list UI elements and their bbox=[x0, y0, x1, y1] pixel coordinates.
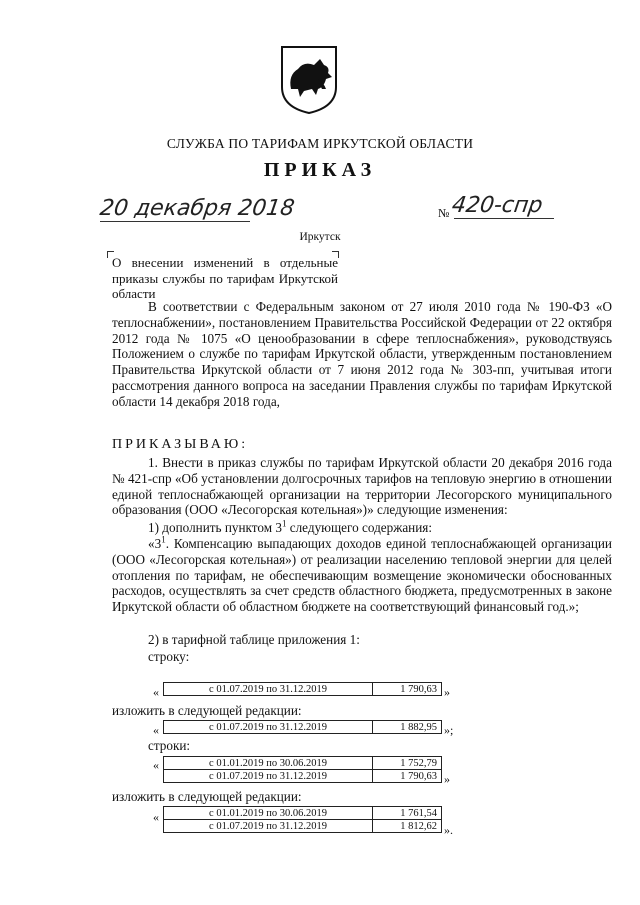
lines-label: строки: bbox=[148, 738, 191, 753]
value-cell: 1 790,63 bbox=[373, 683, 442, 696]
number-label: № bbox=[438, 206, 450, 220]
date-underline bbox=[100, 221, 250, 222]
table-row bbox=[164, 683, 442, 696]
item-1-paragraph: 1. Внести в приказ службы по тарифам Иркутской области 20 декабря 2016 года № 421-спр «Об установлении долгосрочных тарифов на тепловую энергию в отношении единой теплоснабжающей организации на территории Лесогорского муниципального образования (ООО «Лесогорская котельная»)» следующие изменения: bbox=[112, 455, 612, 518]
table-row bbox=[164, 820, 442, 833]
city-name: Иркутск bbox=[299, 231, 341, 243]
preamble-paragraph: В соответствии с Федеральным законом от 27 июля 2010 года № 190-ФЗ «О теплоснабжении», постановлением Правительства Российской Федерации от 22 октября 2012 года № 1075 «О ценообразовании в сфере теплоснабжения», руководствуясь Положением о службе по тарифам Иркутской области, утвержденным постановлением Правительства Иркутской области от 7 июня 2012 года № 303-пп, учитывая итоги рассмотрения данного вопроса на заседании Правления службы по тарифам Иркутской области 14 декабря 2018 года, bbox=[112, 299, 612, 409]
tariff-table-2 bbox=[163, 720, 442, 734]
tariff-table-3 bbox=[163, 756, 442, 783]
agency-name: СЛУЖБА ПО ТАРИФАМ ИРКУТСКОЙ ОБЛАСТИ bbox=[166, 136, 474, 151]
open-quote: « bbox=[153, 685, 159, 699]
table-row bbox=[164, 721, 442, 734]
order-word: ПРИКАЗЫВАЮ: bbox=[112, 437, 249, 452]
close-period: ». bbox=[444, 823, 453, 837]
open-quote: « bbox=[153, 758, 159, 772]
close-semicolon: »; bbox=[444, 723, 454, 737]
handwritten-date: 20 декабря 2018 bbox=[98, 196, 297, 221]
value-cell: 1 790,63 bbox=[373, 770, 442, 783]
tariff-table-4 bbox=[163, 806, 442, 833]
line-label: строку: bbox=[148, 649, 190, 664]
value-cell: 1 812,62 bbox=[373, 820, 442, 833]
handwritten-number: 420-спр bbox=[450, 193, 545, 218]
table-row bbox=[164, 807, 442, 820]
open-quote: « bbox=[153, 810, 159, 824]
number-underline bbox=[454, 218, 554, 219]
close-quote: » bbox=[444, 772, 450, 786]
table-row bbox=[164, 757, 442, 770]
item-1-2-paragraph: 2) в тарифной таблице приложения 1: bbox=[148, 632, 360, 647]
value-cell: 1 752,79 bbox=[373, 757, 442, 770]
replace-label-1: изложить в следующей редакции: bbox=[112, 703, 302, 718]
period-cell: с 01.01.2019 по 30.06.2019 bbox=[164, 757, 373, 770]
period-cell: с 01.07.2019 по 31.12.2019 bbox=[164, 770, 373, 783]
period-cell: с 01.07.2019 по 31.12.2019 bbox=[164, 820, 373, 833]
tariff-table-1 bbox=[163, 682, 442, 696]
item-1-1-text: «$3^1$. Компенсацию выпадающих доходов единой теплоснабжающей организации (ООО «Лесогорская котельная») от реализации населению тепловой энергии для целей отопления по тарифам, не обеспечивающим возмещение экономически обоснованных расходов, осуществлять за счет средств областного бюджета, предусмотренных в законе Иркутской области об областном бюджете на соответствующий финансовый год.»; bbox=[112, 534, 612, 615]
period-cell: с 01.07.2019 по 31.12.2019 bbox=[164, 683, 373, 696]
open-quote: « bbox=[153, 723, 159, 737]
value-cell: 1 761,54 bbox=[373, 807, 442, 820]
coat-of-arms-icon bbox=[278, 45, 340, 115]
period-cell: с 01.01.2019 по 30.06.2019 bbox=[164, 807, 373, 820]
table-row bbox=[164, 770, 442, 783]
close-quote: » bbox=[444, 685, 450, 699]
value-cell: 1 882,95 bbox=[373, 721, 442, 734]
replace-label-2: изложить в следующей редакции: bbox=[112, 789, 302, 804]
period-cell: с 01.07.2019 по 31.12.2019 bbox=[164, 721, 373, 734]
item-1-1-paragraph: 1) дополнить пунктом $3^1$ следующего содержания: bbox=[148, 518, 433, 535]
document-title: ПРИКАЗ bbox=[263, 159, 377, 181]
subject-text: О внесении изменений в отдельные приказы службы по тарифам Иркутской области bbox=[112, 255, 338, 301]
